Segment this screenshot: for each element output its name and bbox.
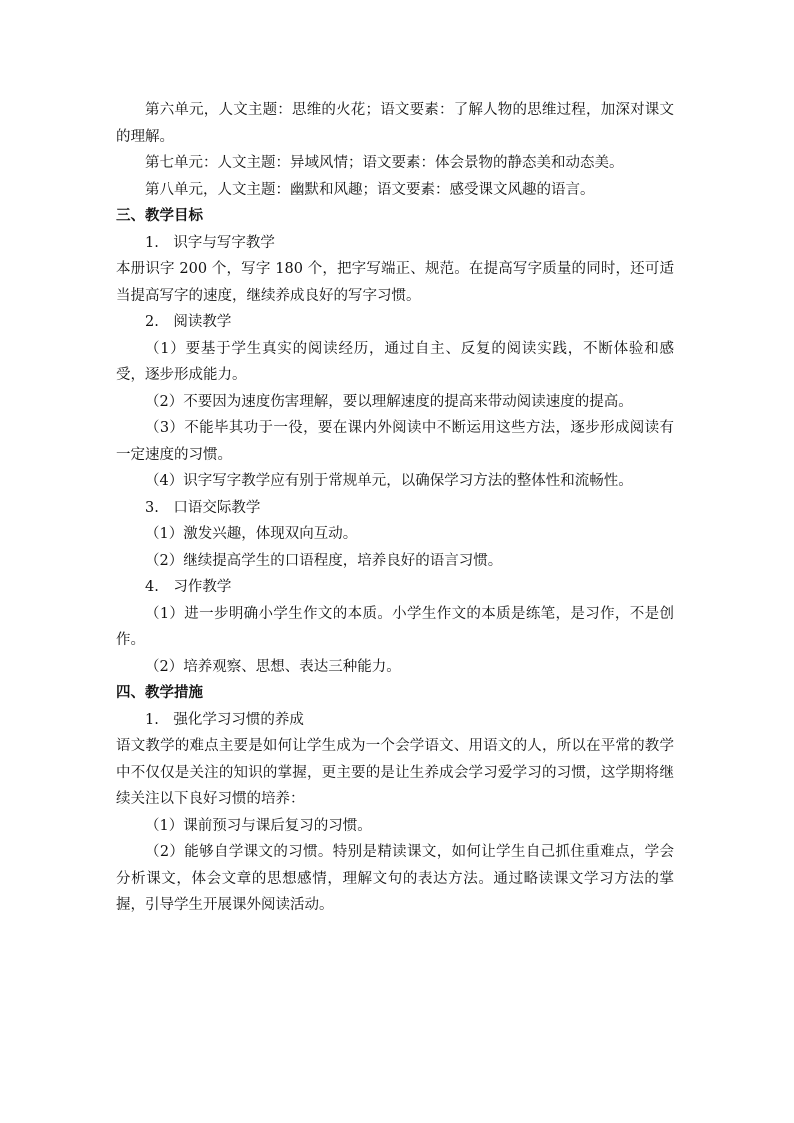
heading-teaching-goals: 三、教学目标 (116, 207, 203, 224)
list-item-writing-2: （2）培养观察、思想、表达三种能力。 (145, 658, 401, 675)
list-item-writing-1: （1）进一步明确小学生作文的本质。小学生作文的本质是练笔，是习作，不是创作。 (116, 605, 674, 648)
list-item-habits-2: （2）能够自学课文的习惯。特别是精读课文，如何让学生自己抓住重难点，学会分析课文，体会文章的思想感情，理解文句的表达方法。通过略读课文学习方法的掌握，引导学生开展课外阅读活动。 (116, 844, 674, 913)
list-item-oral-1: （1）激发兴趣，体现双向互动。 (145, 526, 358, 542)
list-item-reading-2: （2）不要因为速度伤害理解，要以理解速度的提高来带动阅读速度的提高。 (145, 393, 633, 410)
list-item-oral-2: （2）继续提高学生的口语程度，培养良好的语言习惯。 (145, 552, 503, 569)
list-item-habits-1: （1）课前预习与课后复习的习惯。 (145, 817, 372, 834)
subheading-reading: 2. 阅读教学 (145, 314, 232, 330)
list-item-reading-3: （3）不能毕其功于一役，要在课内外阅读中不断运用这些方法，逐步形成阅读有一定速度的习惯。 (116, 420, 674, 463)
heading-teaching-measures: 四、教学措施 (116, 684, 203, 701)
list-item-reading-4: （4）识字写字教学应有别于常规单元，以确保学习方法的整体性和流畅性。 (145, 473, 633, 489)
document-page (116, 97, 674, 919)
paragraph-unit-6: 第六单元，人文主题：思维的火花；语文要素：了解人物的思维过程，加深对课文的理解。 (116, 102, 674, 145)
paragraph-unit-7: 第七单元：人文主题：异域风情；语文要素：体会景物的静态美和动态美。 (145, 155, 624, 171)
subheading-writing: 4. 习作教学 (145, 579, 232, 595)
subheading-oral: 3. 口语交际教学 (145, 499, 261, 516)
subheading-literacy: 1. 识字与写字教学 (145, 234, 275, 251)
paragraph-unit-8: 第八单元，人文主题：幽默和风趣；语文要素：感受课文风趣的语言。 (145, 181, 595, 198)
list-item-reading-1: （1）要基于学生真实的阅读经历，通过自主、反复的阅读实践，不断体验和感受，逐步形成能力。 (116, 340, 674, 383)
subheading-habits: 1. 强化学习习惯的养成 (145, 711, 304, 728)
paragraph-habits: 语文教学的难点主要是如何让学生成为一个会学语文、用语文的人，所以在平常的教学中不仅仅是关注的知识的掌握，更主要的是让生养成会学习爱学习的习惯，这学期将继续关注以下良好习惯的培养： (116, 738, 674, 807)
paragraph-literacy: 本册识字 200 个，写字 180 个，把字写端正、规范。在提高写字质量的同时，还可适当提高写字的速度，继续养成良好的写字习惯。 (116, 261, 674, 304)
